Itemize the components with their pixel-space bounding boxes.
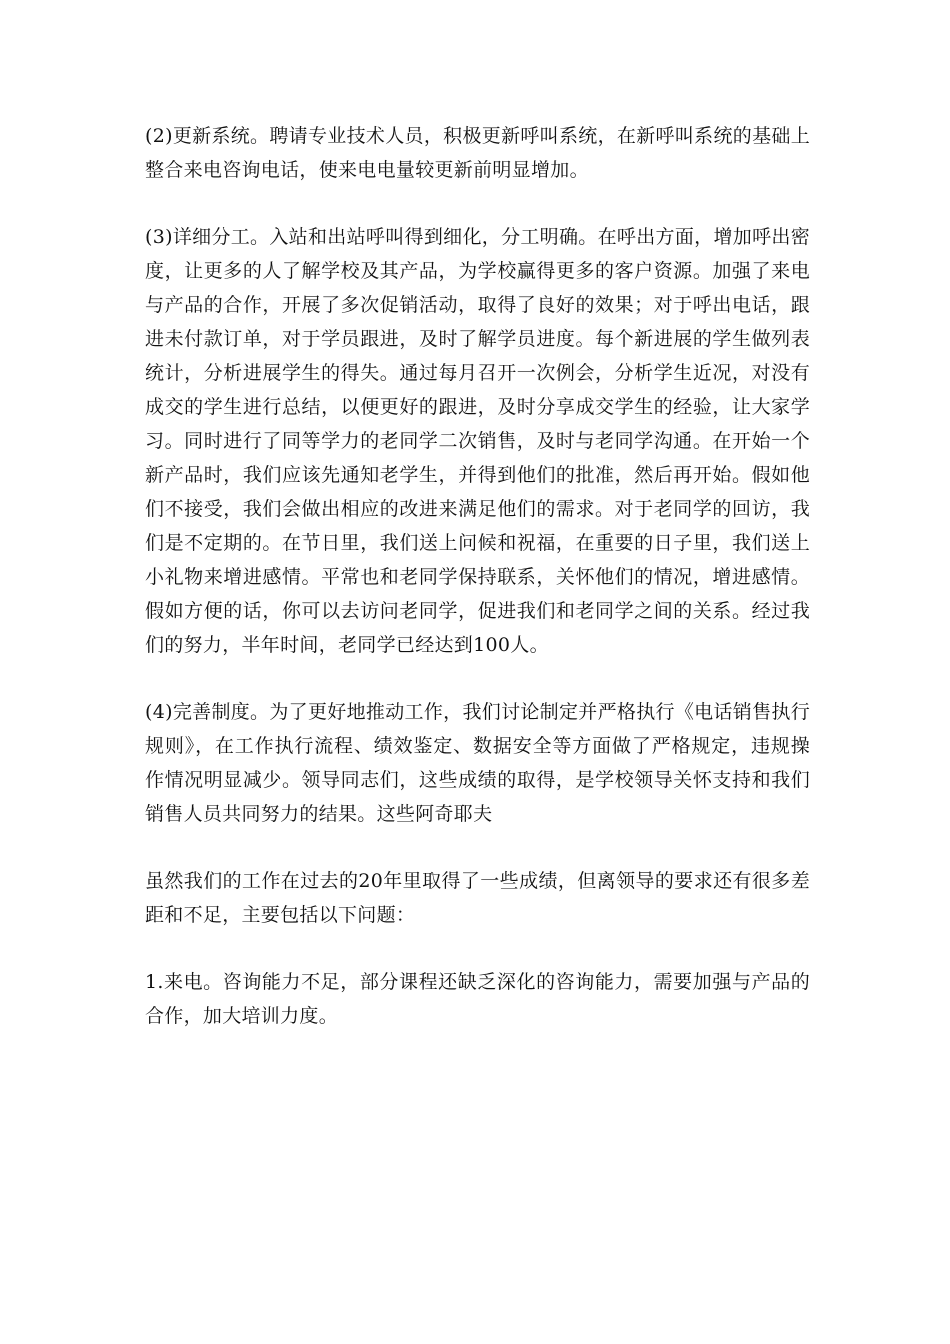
paragraph-detailed-division: (3)详细分工。入站和出站呼叫得到细化，分工明确。在呼出方面，增加呼出密度，让更多的人了解学校及其产品，为学校赢得更多的客户资源。加强了来电与产品的合作，开展了多次促销活动，取得了良好的效果；对于呼出电话，跟进未付款订单，对于学员跟进，及时了解学员进度。每个新进展的学生做列表统计，分析进展学生的得失。通过每月召开一次例会，分析学生近况，对没有成交的学生进行总结，以便更好的跟进，及时分享成交学生的经验，让大家学习。同时进行了同等学力的老同学二次销售，及时与老同学沟通。在开始一个新产品时，我们应该先通知老学生，并得到他们的批准，然后再开始。假如他们不接受，我们会做出相应的改进来满足他们的需求。对于老同学的回访，我们是不定期的。在节日里，我们送上问候和祝福，在重要的日子里，我们送上小礼物来增进感情。平常也和老同学保持联系，关怀他们的情况，增进感情。假如方便的话，你可以去访问老同学，促进我们和老同学之间的关系。经过我们的努力，半年时间，老同学已经达到100人。: [145, 226, 810, 656]
paragraph-improve-rules: (4)完善制度。为了更好地推动工作，我们讨论制定并严格执行《电话销售执行规则》，在工作执行流程、绩效鉴定、数据安全等方面做了严格规定，违规操作情况明显减少。领导同志们，这些成绩的取得，是学校领导关怀支持和我们销售人员共同努力的结果。这些阿奇耶夫: [145, 701, 810, 825]
paragraph-update-system: (2)更新系统。聘请专业技术人员，积极更新呼叫系统，在新呼叫系统的基础上整合来电咨询电话，使来电电量较更新前明显增加。: [145, 125, 810, 181]
paragraph-incoming-calls: 1.来电。咨询能力不足，部分课程还缺乏深化的咨询能力，需要加强与产品的合作，加大培训力度。: [145, 971, 810, 1027]
paragraph-problems-intro: 虽然我们的工作在过去的20年里取得了一些成绩，但离领导的要求还有很多差距和不足，主要包括以下问题：: [145, 870, 810, 926]
document-body: [145, 119, 810, 1066]
